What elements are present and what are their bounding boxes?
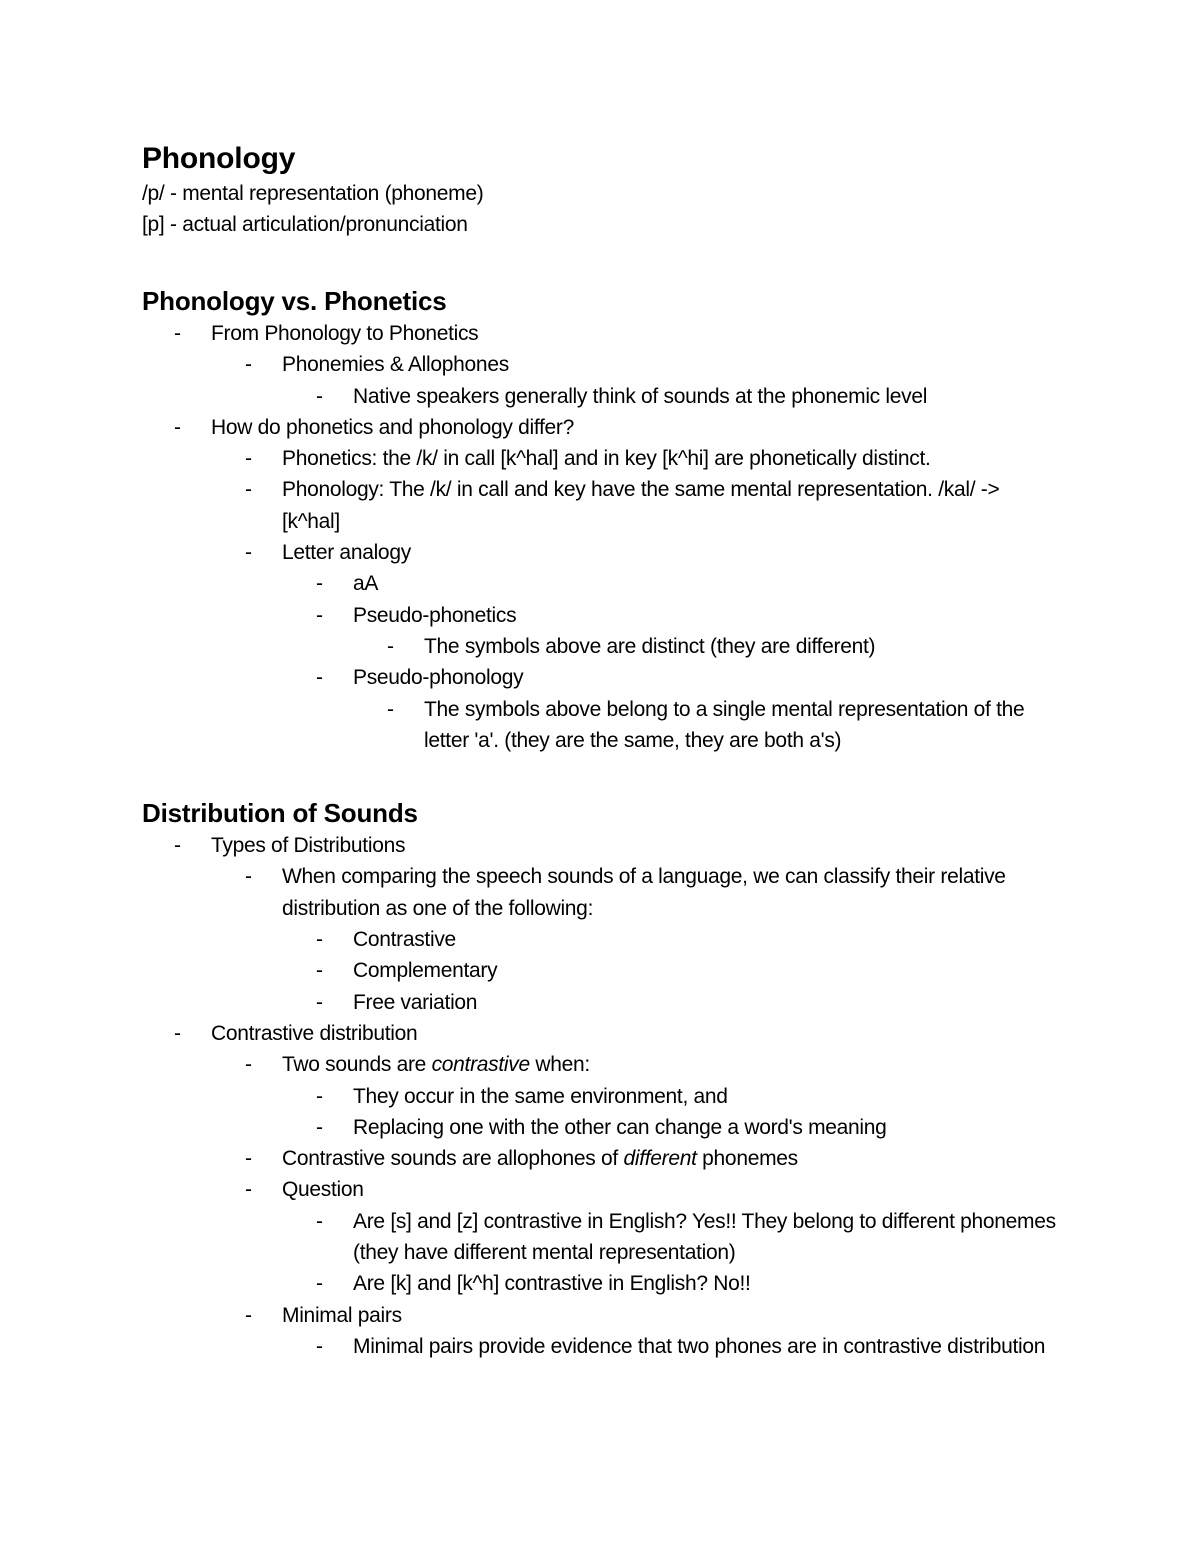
- bullet-dash: -: [245, 478, 252, 502]
- bullet-dash: -: [316, 928, 323, 952]
- list-item: [245, 1143, 1062, 1174]
- bullet-dash: -: [245, 353, 252, 377]
- list-item-text: Phonetics: the /k/ in call [k^hal] and in key [k^hi] are phonetically distinct.: [282, 447, 931, 471]
- bullet-dash: -: [316, 990, 323, 1014]
- bullet-dash: -: [174, 415, 181, 439]
- notes-content: [142, 140, 1062, 1362]
- list-item: [245, 349, 1062, 380]
- list-item: [316, 955, 1062, 986]
- list-item: [316, 1331, 1062, 1362]
- list-item-text: The symbols above are distinct (they are different): [424, 634, 876, 658]
- bullet-dash: -: [174, 834, 181, 858]
- page-title: Phonology: [142, 142, 296, 175]
- list-item: [245, 1174, 1062, 1205]
- list-item-text: Contrastive distribution: [211, 1021, 418, 1045]
- bullet-dash: -: [316, 1272, 323, 1296]
- list-item: [245, 443, 1062, 474]
- section-heading: Distribution of Sounds: [142, 798, 418, 829]
- list-item: [387, 694, 1062, 757]
- list-item-text: How do phonetics and phonology differ?: [211, 415, 574, 439]
- bullet-dash: -: [316, 572, 323, 596]
- list-item-text: Minimal pairs: [282, 1303, 402, 1327]
- list-item-text: [282, 1143, 1062, 1174]
- list-item-text: From Phonology to Phonetics: [211, 322, 479, 345]
- bullet-dash: -: [316, 1084, 323, 1108]
- bullet-dash: -: [316, 959, 323, 983]
- list-item: [316, 924, 1062, 955]
- text-run: Contrastive sounds are allophones of: [282, 1147, 624, 1171]
- list-item: [316, 1206, 1062, 1269]
- list-item-text: Phonology: The /k/ in call and key have the same mental representation. /kal/ -> [k^hal]: [282, 478, 1000, 533]
- list-item-text: Pseudo-phonetics: [353, 603, 517, 627]
- list-item: [316, 1081, 1062, 1112]
- bullet-dash: -: [174, 322, 181, 345]
- bullet-dash: -: [174, 1021, 181, 1045]
- text-run: phonemes: [696, 1147, 798, 1171]
- list-item-text: When comparing the speech sounds of a language, we can classify their relative distribution as one of the following:: [282, 865, 1006, 920]
- list-item: [245, 1049, 1062, 1080]
- list-item-text: Are [k] and [k^h] contrastive in English? No!!: [353, 1272, 751, 1296]
- outline-list: [142, 830, 1062, 1362]
- bullet-dash: -: [316, 384, 323, 408]
- bullet-dash: -: [245, 1303, 252, 1327]
- bullet-dash: -: [316, 603, 323, 627]
- list-item-text: Replacing one with the other can change a word's meaning: [353, 1115, 887, 1139]
- bullet-dash: -: [316, 1115, 323, 1139]
- spacer: [142, 240, 1062, 284]
- bullet-dash: -: [316, 1209, 323, 1233]
- bullet-dash: -: [387, 697, 394, 721]
- list-item-text: The symbols above belong to a single mental representation of the letter 'a'. (they are the same, they are both a's): [424, 697, 1025, 752]
- list-item: [174, 412, 1062, 443]
- bullet-dash: -: [245, 1178, 252, 1202]
- list-item: [245, 537, 1062, 568]
- list-item-text: Are [s] and [z] contrastive in English? Yes!! They belong to different phonemes (they have different mental representation): [353, 1209, 1056, 1265]
- bullet-dash: -: [387, 634, 394, 658]
- list-item-text: Native speakers generally think of sounds at the phonemic level: [353, 384, 928, 408]
- list-item-text: Contrastive: [353, 928, 456, 952]
- bullet-dash: -: [245, 447, 252, 471]
- bullet-dash: -: [316, 666, 323, 690]
- bullet-dash: -: [245, 541, 252, 565]
- list-item: [174, 1018, 1062, 1049]
- list-item-text: Free variation: [353, 990, 478, 1014]
- list-item-text: Complementary: [353, 959, 498, 983]
- text-run: Two sounds are: [282, 1053, 432, 1077]
- list-item-text: Types of Distributions: [211, 834, 406, 858]
- list-item: [316, 568, 1062, 599]
- list-item-text: Letter analogy: [282, 541, 411, 565]
- bullet-dash: -: [245, 865, 252, 889]
- list-item: [316, 1112, 1062, 1143]
- list-item-text: aA: [353, 572, 379, 596]
- list-item: [387, 631, 1062, 662]
- list-item-text: Phonemies & Allophones: [282, 353, 509, 377]
- list-item: [174, 318, 1062, 349]
- text-run: when:: [529, 1053, 590, 1077]
- bullet-dash: -: [316, 1334, 323, 1358]
- list-item: [316, 662, 1062, 693]
- section-heading: Phonology vs. Phonetics: [142, 286, 447, 316]
- spacer: [142, 756, 1062, 796]
- outline-list: [142, 318, 1062, 756]
- list-item-text: [282, 1049, 1062, 1080]
- list-item: [245, 474, 1062, 537]
- intro-line: [p] - actual articulation/pronunciation: [142, 213, 468, 236]
- list-item: [316, 600, 1062, 631]
- emphasis-text: contrastive: [431, 1053, 530, 1077]
- list-item-text: Minimal pairs provide evidence that two phones are in contrastive distribution: [353, 1334, 1046, 1358]
- bullet-dash: -: [245, 1053, 252, 1077]
- list-item-text: Pseudo-phonology: [353, 666, 524, 690]
- list-item: [245, 1300, 1062, 1331]
- intro-line: /p/ - mental representation (phoneme): [142, 182, 484, 205]
- emphasis-text: different: [623, 1147, 697, 1171]
- list-item: [316, 987, 1062, 1018]
- list-item: [245, 861, 1062, 924]
- list-item: [174, 830, 1062, 861]
- bullet-dash: -: [245, 1147, 252, 1171]
- list-item: [316, 1268, 1062, 1299]
- list-item-text: Question: [282, 1178, 364, 1202]
- list-item-text: They occur in the same environment, and: [353, 1084, 728, 1108]
- list-item: [316, 381, 1062, 412]
